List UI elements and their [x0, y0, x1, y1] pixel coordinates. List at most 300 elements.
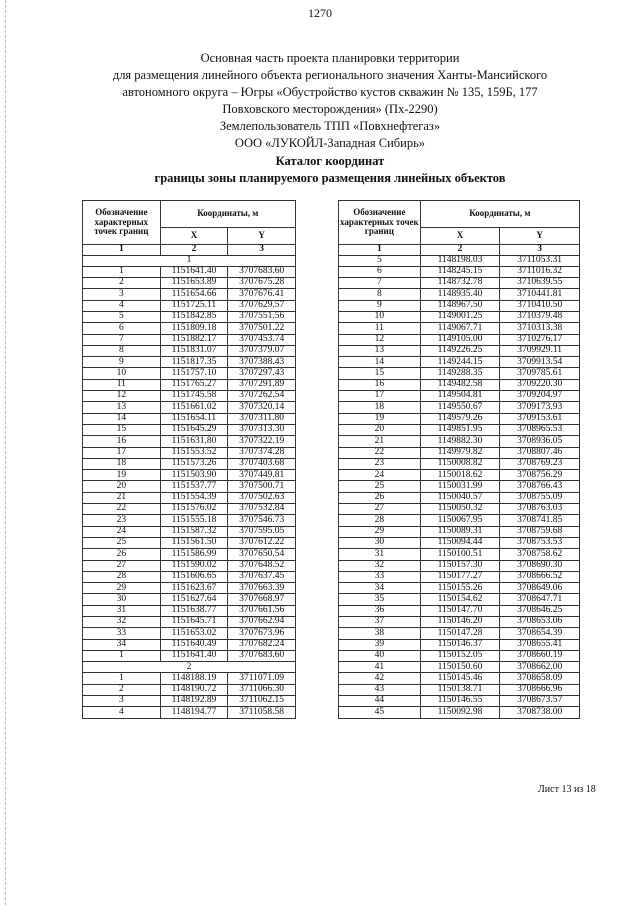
y-cell: 3708807.46 — [500, 447, 580, 458]
header-line: Повховского месторождения» (Пх-2290) — [222, 102, 438, 116]
x-cell: 1150100.51 — [420, 549, 500, 560]
y-cell: 3708660.19 — [500, 650, 580, 661]
point-cell: 8 — [83, 345, 161, 356]
y-cell: 3707551.56 — [228, 311, 296, 322]
x-cell: 1151553.52 — [160, 447, 228, 458]
table-row — [83, 492, 296, 503]
header-y: Y — [228, 228, 296, 245]
table-row — [83, 379, 296, 390]
point-cell: 13 — [339, 345, 421, 356]
y-cell: 3709173.93 — [500, 402, 580, 413]
table-row — [83, 402, 296, 413]
table-row — [83, 424, 296, 435]
y-cell: 3709220.30 — [500, 379, 580, 390]
x-cell: 1149001.25 — [420, 311, 500, 322]
point-cell: 27 — [83, 560, 161, 571]
table-row — [83, 458, 296, 469]
y-cell: 3707322.19 — [228, 436, 296, 447]
point-cell: 6 — [83, 323, 161, 334]
point-cell: 27 — [339, 504, 421, 515]
point-cell: 29 — [339, 526, 421, 537]
table-row — [339, 583, 580, 594]
table-row — [339, 436, 580, 447]
y-cell: 3709785.61 — [500, 368, 580, 379]
x-cell: 1148198.03 — [420, 255, 500, 266]
point-cell: 34 — [83, 639, 161, 650]
header-point: Обозначение характерных точек границ — [83, 201, 161, 245]
x-cell: 1150147.28 — [420, 628, 500, 639]
table-row — [339, 537, 580, 548]
point-cell: 8 — [339, 289, 421, 300]
column-number: 2 — [160, 245, 228, 256]
point-cell: 39 — [339, 639, 421, 650]
x-cell: 1151606.65 — [160, 571, 228, 582]
point-cell: 22 — [83, 504, 161, 515]
point-cell: 18 — [83, 458, 161, 469]
table-row — [83, 560, 296, 571]
right-table-body — [339, 255, 580, 718]
y-cell: 3707629.57 — [228, 300, 296, 311]
y-cell: 3708673.57 — [500, 696, 580, 707]
y-cell: 3707262.54 — [228, 391, 296, 402]
y-cell: 3709913.54 — [500, 357, 580, 368]
table-row — [339, 673, 580, 684]
x-cell: 1151561.50 — [160, 537, 228, 548]
sheet-number: Лист 13 из 18 — [538, 784, 596, 795]
y-cell: 3708690.30 — [500, 560, 580, 571]
x-cell: 1151586.99 — [160, 549, 228, 560]
x-cell: 1150177.27 — [420, 571, 500, 582]
table-row — [83, 391, 296, 402]
table-row — [339, 266, 580, 277]
point-cell: 41 — [339, 662, 421, 673]
x-cell: 1148192.89 — [160, 696, 228, 707]
table-row — [339, 628, 580, 639]
x-cell: 1150018.62 — [420, 470, 500, 481]
x-cell: 1149482.58 — [420, 379, 500, 390]
table-row — [83, 300, 296, 311]
x-cell: 1149067.71 — [420, 323, 500, 334]
y-cell: 3708655.41 — [500, 639, 580, 650]
x-cell: 1150089.31 — [420, 526, 500, 537]
table-row — [83, 311, 296, 322]
x-cell: 1149579.26 — [420, 413, 500, 424]
y-cell: 3710410.50 — [500, 300, 580, 311]
y-cell: 3707500.71 — [228, 481, 296, 492]
y-cell: 3710313.38 — [500, 323, 580, 334]
x-cell: 1149979.82 — [420, 447, 500, 458]
table-row — [339, 357, 580, 368]
point-cell: 15 — [83, 424, 161, 435]
point-cell: 32 — [339, 560, 421, 571]
point-cell: 4 — [83, 707, 161, 718]
x-cell: 1150031.99 — [420, 481, 500, 492]
point-cell: 5 — [339, 255, 421, 266]
y-cell: 3707595.05 — [228, 526, 296, 537]
y-cell: 3707673.96 — [228, 628, 296, 639]
y-cell: 3711016.32 — [500, 266, 580, 277]
point-cell: 33 — [83, 628, 161, 639]
y-cell: 3707663.39 — [228, 583, 296, 594]
x-cell: 1150067.95 — [420, 515, 500, 526]
point-cell: 44 — [339, 696, 421, 707]
table-row — [83, 617, 296, 628]
header-coordinates: Координаты, м — [160, 201, 295, 228]
point-cell: 11 — [339, 323, 421, 334]
x-cell: 1149105.00 — [420, 334, 500, 345]
y-cell: 3709204.97 — [500, 391, 580, 402]
x-cell: 1151590.02 — [160, 560, 228, 571]
x-cell: 1149882.30 — [420, 436, 500, 447]
x-cell: 1150040.57 — [420, 492, 500, 503]
point-cell: 43 — [339, 684, 421, 695]
point-cell: 26 — [83, 549, 161, 560]
point-cell: 40 — [339, 650, 421, 661]
table-row — [339, 662, 580, 673]
y-cell: 3711071.09 — [228, 673, 296, 684]
point-cell: 31 — [83, 605, 161, 616]
y-cell: 3708766.43 — [500, 481, 580, 492]
header-coordinates: Координаты, м — [420, 201, 579, 228]
x-cell: 1151765.27 — [160, 379, 228, 390]
group-row — [83, 255, 296, 266]
column-number: 3 — [228, 245, 296, 256]
x-cell: 1151573.26 — [160, 458, 228, 469]
point-cell: 23 — [339, 458, 421, 469]
y-cell: 3707449.81 — [228, 470, 296, 481]
point-cell: 9 — [339, 300, 421, 311]
point-cell: 32 — [83, 617, 161, 628]
x-cell: 1148245.15 — [420, 266, 500, 277]
left-table-body — [83, 255, 296, 718]
table-row — [339, 526, 580, 537]
x-cell: 1151641.40 — [160, 266, 228, 277]
table-row — [339, 481, 580, 492]
point-cell: 28 — [83, 571, 161, 582]
group-number: 1 — [83, 255, 296, 266]
table-row — [83, 628, 296, 639]
table-row — [83, 289, 296, 300]
x-cell: 1150008.82 — [420, 458, 500, 469]
x-cell: 1150138.71 — [420, 684, 500, 695]
point-cell: 1 — [83, 650, 161, 661]
x-cell: 1150147.70 — [420, 605, 500, 616]
table-row — [83, 571, 296, 582]
point-cell: 25 — [339, 481, 421, 492]
group-row — [83, 662, 296, 673]
x-cell: 1151809.18 — [160, 323, 228, 334]
x-cell: 1150155.26 — [420, 583, 500, 594]
table-row — [83, 639, 296, 650]
x-cell: 1149550.67 — [420, 402, 500, 413]
point-cell: 19 — [83, 470, 161, 481]
table-row — [339, 402, 580, 413]
x-cell: 1151640.49 — [160, 639, 228, 650]
point-cell: 7 — [339, 278, 421, 289]
table-row — [339, 650, 580, 661]
point-cell: 10 — [339, 311, 421, 322]
y-cell: 3710639.55 — [500, 278, 580, 289]
table-row — [339, 334, 580, 345]
table-row — [339, 413, 580, 424]
x-cell: 1151555.18 — [160, 515, 228, 526]
table-row — [339, 594, 580, 605]
x-cell: 1148194.77 — [160, 707, 228, 718]
y-cell: 3707453.74 — [228, 334, 296, 345]
x-cell: 1148190.72 — [160, 684, 228, 695]
y-cell: 3707313.30 — [228, 424, 296, 435]
x-cell: 1150146.37 — [420, 639, 500, 650]
table-row — [339, 368, 580, 379]
point-cell: 34 — [339, 583, 421, 594]
x-cell: 1148935.40 — [420, 289, 500, 300]
point-cell: 12 — [339, 334, 421, 345]
x-cell: 1151645.71 — [160, 617, 228, 628]
table-row — [83, 594, 296, 605]
y-cell: 3709153.61 — [500, 413, 580, 424]
point-cell: 20 — [339, 424, 421, 435]
table-row — [339, 560, 580, 571]
point-cell: 37 — [339, 617, 421, 628]
point-cell: 4 — [83, 300, 161, 311]
table-row — [339, 707, 580, 718]
y-cell: 3707661.56 — [228, 605, 296, 616]
point-cell: 23 — [83, 515, 161, 526]
x-cell: 1151653.02 — [160, 628, 228, 639]
point-cell: 13 — [83, 402, 161, 413]
x-cell: 1151653.89 — [160, 278, 228, 289]
y-cell: 3708653.06 — [500, 617, 580, 628]
point-cell: 1 — [83, 266, 161, 277]
table-row — [83, 696, 296, 707]
catalog-title-block — [60, 153, 600, 187]
table-row — [83, 526, 296, 537]
x-cell: 1150157.30 — [420, 560, 500, 571]
table-row — [83, 447, 296, 458]
table-row — [339, 470, 580, 481]
header-y: Y — [500, 228, 580, 245]
point-cell: 1 — [83, 673, 161, 684]
point-cell: 29 — [83, 583, 161, 594]
table-row — [83, 334, 296, 345]
table-row — [83, 357, 296, 368]
y-cell: 3707532.84 — [228, 504, 296, 515]
table-row — [83, 368, 296, 379]
y-cell: 3707311.80 — [228, 413, 296, 424]
x-cell: 1149244.15 — [420, 357, 500, 368]
group-number: 2 — [83, 662, 296, 673]
column-number: 3 — [500, 245, 580, 256]
x-cell: 1149504.81 — [420, 391, 500, 402]
x-cell: 1150092.98 — [420, 707, 500, 718]
table-row — [339, 515, 580, 526]
table-row — [339, 278, 580, 289]
point-cell: 31 — [339, 549, 421, 560]
header-x: X — [160, 228, 228, 245]
x-cell: 1151627.64 — [160, 594, 228, 605]
y-cell: 3708646.25 — [500, 605, 580, 616]
point-cell: 3 — [83, 289, 161, 300]
x-cell: 1151503.90 — [160, 470, 228, 481]
point-cell: 21 — [339, 436, 421, 447]
scan-edge-mark — [5, 0, 7, 905]
x-cell: 1149226.25 — [420, 345, 500, 356]
point-cell: 42 — [339, 673, 421, 684]
x-cell: 1150154.62 — [420, 594, 500, 605]
y-cell: 3707297.43 — [228, 368, 296, 379]
point-cell: 18 — [339, 402, 421, 413]
table-row — [339, 391, 580, 402]
y-cell: 3711062.15 — [228, 696, 296, 707]
y-cell: 3707676.41 — [228, 289, 296, 300]
coordinates-table-left — [82, 200, 296, 719]
x-cell: 1150146.55 — [420, 696, 500, 707]
y-cell: 3707320.14 — [228, 402, 296, 413]
x-cell: 1151641.40 — [160, 650, 228, 661]
point-cell: 15 — [339, 368, 421, 379]
point-cell: 17 — [83, 447, 161, 458]
table-row — [339, 311, 580, 322]
table-row — [339, 289, 580, 300]
table-row — [339, 255, 580, 266]
x-cell: 1151537.77 — [160, 481, 228, 492]
table-row — [83, 481, 296, 492]
table-row — [339, 345, 580, 356]
document-header — [60, 50, 600, 152]
y-cell: 3708662.00 — [500, 662, 580, 673]
point-cell: 3 — [83, 696, 161, 707]
table-row — [339, 684, 580, 695]
point-cell: 9 — [83, 357, 161, 368]
y-cell: 3708965.53 — [500, 424, 580, 435]
y-cell: 3710441.81 — [500, 289, 580, 300]
y-cell: 3707501.22 — [228, 323, 296, 334]
page-number: 1270 — [308, 6, 332, 20]
table-row — [339, 379, 580, 390]
y-cell: 3708658.09 — [500, 673, 580, 684]
x-cell: 1151842.85 — [160, 311, 228, 322]
header-line: ООО «ЛУКОЙЛ-Западная Сибирь» — [234, 136, 426, 150]
point-cell: 6 — [339, 266, 421, 277]
y-cell: 3707637.45 — [228, 571, 296, 582]
y-cell: 3707675.28 — [228, 278, 296, 289]
column-number: 1 — [339, 245, 421, 256]
point-cell: 2 — [83, 278, 161, 289]
catalog-subtitle: границы зоны планируемого размещения линейных объектов — [154, 171, 506, 185]
x-cell: 1151623.67 — [160, 583, 228, 594]
y-cell: 3707683.60 — [228, 650, 296, 661]
header-line: для размещения линейного объекта регионального значения Ханты-Мансийского — [112, 68, 548, 82]
table-row — [83, 549, 296, 560]
table-row — [83, 436, 296, 447]
header-line: Землепользователь ТПП «Повхнефтегаз» — [219, 119, 441, 133]
x-cell: 1150050.32 — [420, 504, 500, 515]
y-cell: 3708649.06 — [500, 583, 580, 594]
point-cell: 5 — [83, 311, 161, 322]
point-cell: 24 — [83, 526, 161, 537]
header-point: Обозначение характерных точек границ — [339, 201, 421, 245]
y-cell: 3707650.54 — [228, 549, 296, 560]
point-cell: 35 — [339, 594, 421, 605]
y-cell: 3707403.68 — [228, 458, 296, 469]
y-cell: 3707374.28 — [228, 447, 296, 458]
table-row — [339, 300, 580, 311]
y-cell: 3707546.73 — [228, 515, 296, 526]
y-cell: 3708755.09 — [500, 492, 580, 503]
table-row — [339, 458, 580, 469]
table-row — [83, 537, 296, 548]
y-cell: 3708758.62 — [500, 549, 580, 560]
point-cell: 10 — [83, 368, 161, 379]
table-row — [339, 549, 580, 560]
x-cell: 1151757.10 — [160, 368, 228, 379]
y-cell: 3707388.43 — [228, 357, 296, 368]
y-cell: 3708753.53 — [500, 537, 580, 548]
table-row — [83, 707, 296, 718]
point-cell: 19 — [339, 413, 421, 424]
x-cell: 1148188.19 — [160, 673, 228, 684]
table-row — [83, 684, 296, 695]
point-cell: 45 — [339, 707, 421, 718]
table-row — [83, 673, 296, 684]
y-cell: 3708763.03 — [500, 504, 580, 515]
table-row — [339, 447, 580, 458]
table-row — [339, 323, 580, 334]
x-cell: 1151661.02 — [160, 402, 228, 413]
y-cell: 3707502.63 — [228, 492, 296, 503]
point-cell: 26 — [339, 492, 421, 503]
table-row — [83, 515, 296, 526]
point-cell: 36 — [339, 605, 421, 616]
y-cell: 3707662.94 — [228, 617, 296, 628]
table-row — [83, 323, 296, 334]
point-cell: 12 — [83, 391, 161, 402]
y-cell: 3708647.71 — [500, 594, 580, 605]
point-cell: 16 — [83, 436, 161, 447]
y-cell: 3708654.39 — [500, 628, 580, 639]
table-row — [83, 266, 296, 277]
table-row — [83, 470, 296, 481]
table-row — [83, 605, 296, 616]
y-cell: 3708666.96 — [500, 684, 580, 695]
header-line: автономного округа – Югры «Обустройство кустов скважин № 135, 159Б, 177 — [122, 85, 538, 99]
x-cell: 1148732.78 — [420, 278, 500, 289]
table-row — [83, 504, 296, 515]
y-cell: 3708936.05 — [500, 436, 580, 447]
header-x: X — [420, 228, 500, 245]
table-row — [339, 571, 580, 582]
point-cell: 14 — [83, 413, 161, 424]
table-row — [339, 696, 580, 707]
point-cell: 22 — [339, 447, 421, 458]
y-cell: 3707648.52 — [228, 560, 296, 571]
point-cell: 38 — [339, 628, 421, 639]
y-cell: 3707683.60 — [228, 266, 296, 277]
x-cell: 1151745.58 — [160, 391, 228, 402]
y-cell: 3708756.29 — [500, 470, 580, 481]
y-cell: 3710379.48 — [500, 311, 580, 322]
x-cell: 1150094.44 — [420, 537, 500, 548]
point-cell: 20 — [83, 481, 161, 492]
point-cell: 7 — [83, 334, 161, 345]
table-row — [83, 583, 296, 594]
point-cell: 2 — [83, 684, 161, 695]
point-cell: 28 — [339, 515, 421, 526]
point-cell: 21 — [83, 492, 161, 503]
header-line: Основная часть проекта планировки территории — [200, 51, 460, 65]
table-row — [83, 650, 296, 661]
x-cell: 1149288.35 — [420, 368, 500, 379]
